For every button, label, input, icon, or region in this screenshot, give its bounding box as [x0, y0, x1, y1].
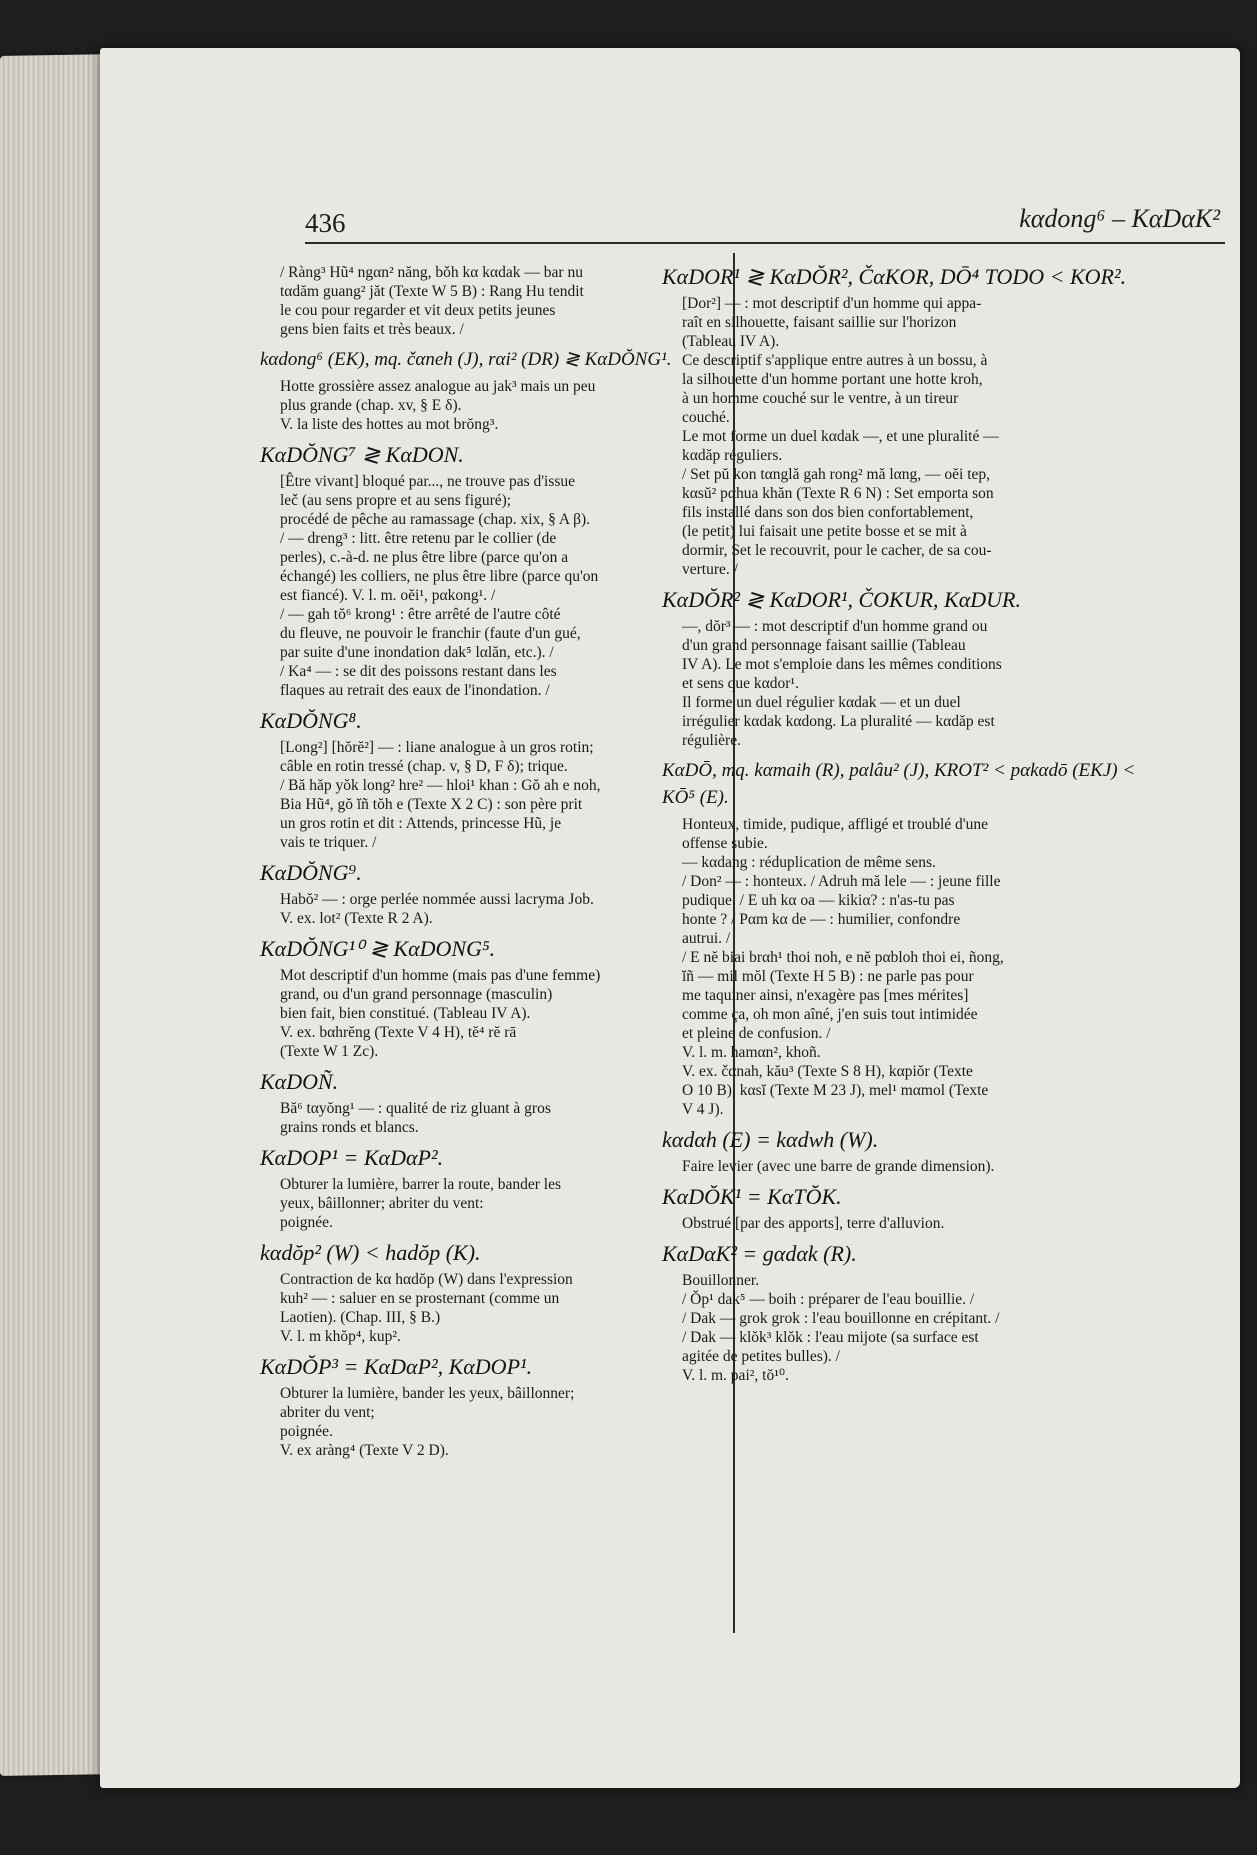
- entry-text-line: bien fait, bien constitué. (Tableau IV A).: [280, 1005, 531, 1022]
- entry-text-line: / E nĕ biai brαh¹ thoi noh, e nĕ pαbloh thoi ei, ñong,: [682, 949, 1004, 966]
- entry-text-line: par suite d'une inondation dak⁵ lαlăn, etc.). /: [280, 644, 554, 661]
- entry-text-line: Ce descriptif s'applique entre autres à un bossu, à: [682, 352, 988, 369]
- entry-text-line: [Long²] [hŏrĕ²] — : liane analogue à un gros rotin;: [280, 739, 594, 756]
- dictionary-entry: [260, 263, 722, 339]
- entry-headword: KαDŎNG¹⁰ ≷ KαDONG⁵.: [260, 936, 496, 961]
- entry-text-line: et pleine de confusion. /: [682, 1025, 831, 1042]
- book-page-edges: [0, 54, 115, 1776]
- page-number: 436: [305, 208, 346, 238]
- entry-text-line: Laotien). (Chap. III, § B.): [280, 1309, 441, 1326]
- entry-text-line: régulière.: [682, 732, 741, 749]
- entry-text-line: un gros rotin et dit : Attends, princesse Hũ, je: [280, 815, 562, 832]
- entry-text-line: couché.: [682, 409, 730, 426]
- entry-headword: KαDαK² = gαdαk (R).: [662, 1241, 857, 1266]
- dictionary-entry: [662, 263, 1137, 579]
- entry-text-line: Contraction de kα hαdŏp (W) dans l'expression: [280, 1271, 573, 1288]
- entry-text-line: Bouillonner.: [682, 1272, 760, 1289]
- running-head: [100, 48, 1240, 268]
- entry-text-line: autrui. /: [682, 930, 731, 947]
- entry-text-line: câble en rotin tressé (chap. v, § D, F δ); trique.: [280, 758, 568, 775]
- dictionary-entry: [662, 1126, 1137, 1176]
- entry-text-line: V. ex. bαhrĕng (Texte V 4 H), tĕ⁴ rĕ rā: [280, 1024, 517, 1041]
- entry-text-line: irrégulier kαdak kαdong. La pluralité — kαdăp est: [682, 713, 995, 730]
- entry-text-line: / Dak — grok grok : l'eau bouillonne en crépitant. /: [682, 1310, 1000, 1327]
- entry-text-line: poignée.: [280, 1214, 333, 1231]
- entry-text-line: (Tableau IV A).: [682, 333, 780, 350]
- entry-text-line: Obturer la lumière, barrer la route, bander les: [280, 1176, 562, 1193]
- entry-text-line: à un homme couché sur le ventre, à un tireur: [682, 390, 959, 407]
- entry-text-line: (Texte W 1 Zc).: [280, 1043, 379, 1060]
- entry-text-line: dormir, Set le recouvrit, pour le cacher, de sa cou-: [682, 542, 992, 559]
- dictionary-entry: [260, 441, 722, 700]
- entry-headword: KαDŎK¹ = KαTŎK.: [662, 1184, 842, 1209]
- dictionary-entry: [662, 1240, 1137, 1385]
- entry-text-line: échangé) les colliers, ne plus être libre (parce qu'on: [280, 568, 599, 585]
- entry-text-line: abriter du vent;: [280, 1404, 375, 1421]
- running-head-entry: kαdong⁶ – KαDαK²: [1019, 204, 1220, 233]
- entry-text-line: me taquiner ainsi, n'exagère pas [mes mérites]: [682, 987, 969, 1004]
- entry-text-line: / Set pŭ kon tαnglă gah rong² mă lαng, — oĕi tep,: [682, 466, 991, 483]
- entry-text-line: V. l. m. pai², tŏ¹⁰.: [682, 1367, 789, 1384]
- entry-text-line: Hotte grossière assez analogue au jak³ mais un peu: [280, 378, 596, 395]
- entry-text-line: grains ronds et blancs.: [280, 1119, 419, 1136]
- entry-text-line: offense subie.: [682, 835, 768, 852]
- entry-text-line: / — dreng³ : litt. être retenu par le collier (de: [280, 530, 557, 547]
- entry-text-line: honte ? / Pαm kα de — : humilier, confondre: [682, 911, 961, 928]
- dictionary-entry: [260, 1144, 722, 1232]
- entry-headword: kαdŏp² (W) < hadŏp (K).: [260, 1240, 481, 1265]
- entry-text-line: tαdăm guang² jăt (Texte W 5 B) : Rang Hu tendit: [280, 283, 584, 300]
- entry-text-line: Faire levier (avec une barre de grande dimension).: [682, 1158, 995, 1175]
- entry-text-line: IV A). Le mot s'emploie dans les mêmes conditions: [682, 656, 1002, 673]
- entry-text-line: poignée.: [280, 1423, 333, 1440]
- entry-text-line: Il forme un duel régulier kαdak — et un duel: [682, 694, 961, 711]
- entry-text-line: kαsŭ² pαhua khăn (Texte R 6 N) : Set emporta son: [682, 485, 994, 502]
- entry-text-line: Obstrué [par des apports], terre d'alluvion.: [682, 1215, 945, 1232]
- entry-text-line: V. ex aràng⁴ (Texte V 2 D).: [280, 1442, 449, 1459]
- dictionary-page: [100, 48, 1240, 1788]
- entry-text-line: comme ça, oh mon aîné, j'en suis tout intimidée: [682, 1006, 978, 1023]
- entry-text-line: procédé de pêche au ramassage (chap. xix, § A β).: [280, 511, 591, 528]
- dictionary-entry: [260, 707, 722, 852]
- entry-headword: KαDOR¹ ≷ KαDŎR², ČαKOR, DŌ⁴ TODO < KOR².: [662, 264, 1127, 289]
- entry-headword: kαdong⁶ (EK), mq. čαneh (J), rαi² (DR) ≷ KαDŎNG¹.: [260, 349, 672, 370]
- entry-text-line: — kαdang : réduplication de même sens.: [682, 854, 936, 871]
- entry-headword: KαDOP¹ = KαDαP².: [260, 1145, 444, 1170]
- entry-text-line: Habŏ² — : orge perlée nommée aussi lacryma Job.: [280, 891, 594, 908]
- entry-text-line: la silhouette d'un homme portant une hotte kroh,: [682, 371, 983, 388]
- entry-text-line: [Être vivant] bloqué par..., ne trouve pas d'issue: [280, 473, 576, 490]
- entry-text-line: Mot descriptif d'un homme (mais pas d'une femme): [280, 967, 601, 984]
- entry-text-line: fils installé dans son dos bien confortablement,: [682, 504, 974, 521]
- entry-text-line: / Ŏp¹ dak⁵ — boih : préparer de l'eau bouillie. /: [682, 1291, 975, 1308]
- entry-text-line: d'un grand personnage faisant saillie (Tableau: [682, 637, 966, 654]
- entry-text-line: agitée de petites bulles). /: [682, 1348, 840, 1365]
- entry-text-line: gens bien faits et très beaux. /: [280, 321, 464, 338]
- entry-text-line: kuh² — : saluer en se prosternant (comme un: [280, 1290, 560, 1307]
- entry-text-line: pudique. / E uh kα oa — kikiα? : n'as-tu pas: [682, 892, 955, 909]
- entry-text-line: raît en silhouette, faisant saillie sur l'horizon: [682, 314, 957, 331]
- entry-text-line: Obturer la lumière, bander les yeux, bâillonner;: [280, 1385, 575, 1402]
- entry-text-line: / Dak — klŏk³ klŏk : l'eau mijote (sa surface est: [682, 1329, 979, 1346]
- right-column: [662, 263, 1137, 1392]
- left-column: [260, 263, 722, 1467]
- entry-text-line: Bia Hũ⁴, gŏ ĭñ tŏh e (Texte X 2 C) : son père prit: [280, 796, 583, 813]
- header-rule: [305, 242, 1225, 244]
- entry-text-line: V. l. m khŏp⁴, kup².: [280, 1328, 401, 1345]
- entry-text-line: O 10 B), kαsĭ (Texte M 23 J), mel¹ mαmol (Texte: [682, 1082, 989, 1099]
- entry-headword: KαDŌ, mq. kαmaih (R), pαlâu² (J), KROT² < pαkαdō (EKJ) < KŌ⁵ (E).: [662, 760, 1136, 808]
- entry-text-line: ĭñ — mil mŏl (Texte H 5 B) : ne parle pas pour: [682, 968, 974, 985]
- dictionary-entry: [260, 935, 722, 1061]
- entry-text-line: V 4 J).: [682, 1101, 724, 1118]
- entry-text-line: / Ka⁴ — : se dit des poissons restant dans les: [280, 663, 557, 680]
- dictionary-entry: [260, 1068, 722, 1137]
- dictionary-entry: [662, 586, 1137, 750]
- entry-text-line: / — gah tŏ⁶ krong¹ : être arrêté de l'autre côté: [280, 606, 561, 623]
- entry-headword: KαDŎNG⁷ ≷ KαDON.: [260, 442, 464, 467]
- entry-text-line: V. ex. lot² (Texte R 2 A).: [280, 910, 433, 927]
- dictionary-entry: [662, 757, 1137, 1119]
- entry-text-line: Bă⁶ tαyŏng¹ — : qualité de riz gluant à gros: [280, 1100, 551, 1117]
- entry-text-line: / Don² — : honteux. / Adruh mă lele — : jeune fille: [682, 873, 1001, 890]
- dictionary-entry: [662, 1183, 1137, 1233]
- entry-text-line: verture. /: [682, 561, 738, 578]
- dictionary-entry: [260, 1353, 722, 1460]
- entry-text-line: du fleuve, ne pouvoir le franchir (faute d'un gué,: [280, 625, 581, 642]
- entry-text-line: V. ex. čαnah, kău³ (Texte S 8 H), kαpiŏr (Texte: [682, 1063, 973, 1080]
- entry-text-line: le cou pour regarder et vit deux petits jeunes: [280, 302, 556, 319]
- entry-text-line: vais te triquer. /: [280, 834, 377, 851]
- entry-text-line: flaques au retrait des eaux de l'inondation. /: [280, 682, 550, 699]
- entry-text-line: —, dŏr³ — : mot descriptif d'un homme grand ou: [682, 618, 988, 635]
- dictionary-entry: [260, 859, 722, 928]
- entry-text-line: est fiancé). V. l. m. oĕi¹, pαkong¹. /: [280, 587, 496, 604]
- entry-text-line: plus grande (chap. xv, § E δ).: [280, 397, 462, 414]
- dictionary-entry: [260, 346, 722, 434]
- entry-text-line: / Bă hăp yŏk long² hre² — hloi¹ khan : Gŏ ah e noh,: [280, 777, 601, 794]
- entry-headword: KαDŎR² ≷ KαDOR¹, ČOKUR, KαDUR.: [662, 587, 1021, 612]
- dictionary-entry: [260, 1239, 722, 1346]
- entry-text-line: Honteux, timide, pudique, affligé et troublé d'une: [682, 816, 988, 833]
- entry-text-line: V. la liste des hottes au mot brŏng³.: [280, 416, 499, 433]
- entry-text-line: [Dor²] — : mot descriptif d'un homme qui appa-: [682, 295, 982, 312]
- entry-text-line: / Ràng³ Hũ⁴ ngαn² năng, bǒh kα kαdak — bar nu: [280, 264, 583, 281]
- entry-headword: kαdαh (E) = kαdwh (W).: [662, 1127, 879, 1152]
- entry-text-line: (le petit) lui faisait une petite bosse et se mit à: [682, 523, 967, 540]
- entry-headword: KαDŎNG⁸.: [260, 708, 362, 733]
- entry-text-line: et sens que kαdor¹.: [682, 675, 799, 692]
- entry-headword: KαDŎP³ = KαDαP², KαDOP¹.: [260, 1354, 533, 1379]
- entry-text-line: V. l. m. hamαn², khoñ.: [682, 1044, 821, 1061]
- entry-text-line: yeux, bâillonner; abriter du vent:: [280, 1195, 484, 1212]
- entry-text-line: leč (au sens propre et au sens figuré);: [280, 492, 512, 509]
- entry-text-line: Le mot forme un duel kαdak —, et une pluralité —: [682, 428, 999, 445]
- entry-text-line: grand, ou d'un grand personnage (masculin): [280, 986, 553, 1003]
- entry-text-line: perles), c.-à-d. ne plus être libre (parce qu'on a: [280, 549, 569, 566]
- entry-text-line: kαdăp réguliers.: [682, 447, 783, 464]
- entry-headword: KαDOÑ.: [260, 1069, 339, 1094]
- entry-headword: KαDŎNG⁹.: [260, 860, 362, 885]
